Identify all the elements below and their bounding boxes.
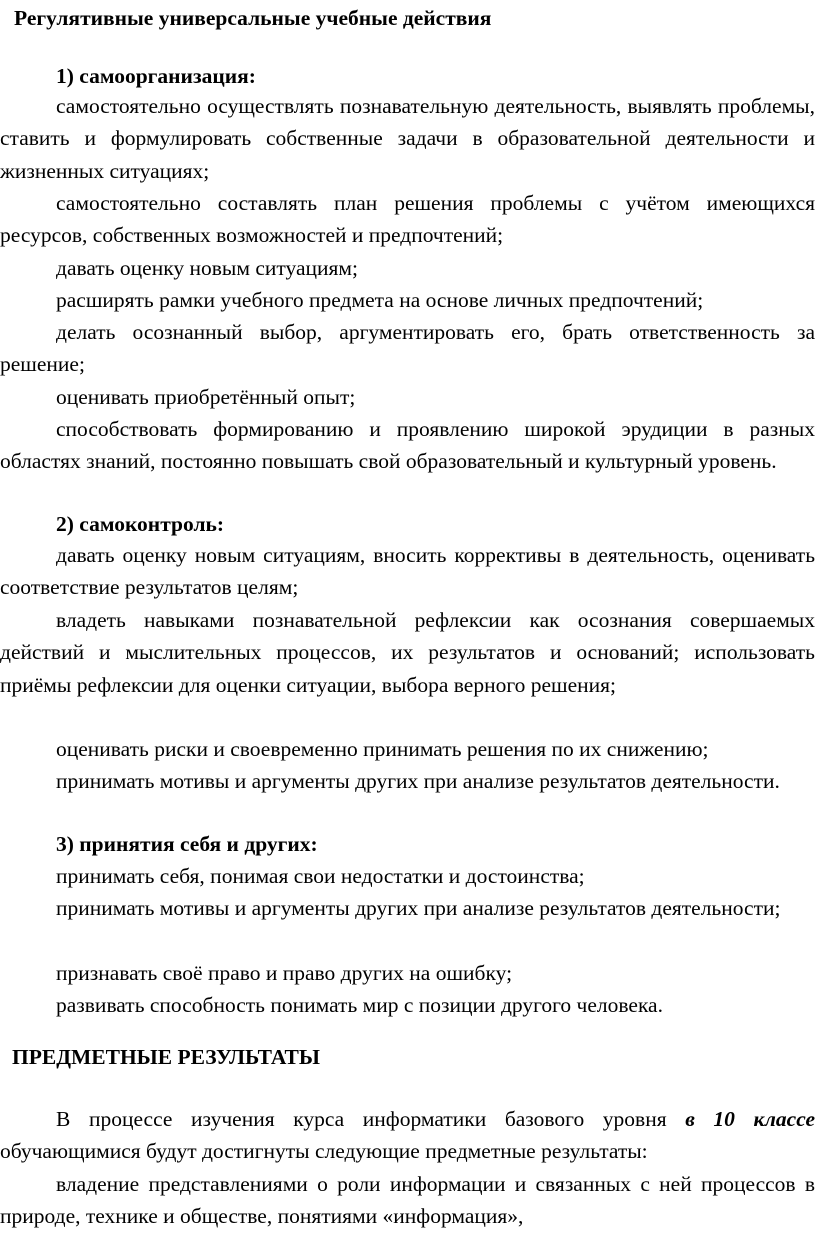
page-title: Регулятивные универсальные учебные действия [14, 6, 492, 30]
intro-emphasis: в 10 классе [685, 1107, 815, 1131]
list-item: делать осознанный выбор, аргументировать его, брать ответственность за решение; [0, 320, 815, 377]
section-title-self-control: 2) самоконтроль: [56, 512, 225, 536]
list-item: развивать способность понимать мир с позиции другого человека. [56, 993, 663, 1017]
section-title-self-organization: 1) самоорганизация: [56, 64, 256, 88]
list-item: самостоятельно осуществлять познавательную деятельность, выявлять проблемы, ставить и формулировать собственные задачи в образовательной деятельности и жизненных ситуациях; [0, 94, 815, 183]
list-item: расширять рамки учебного предмета на основе личных предпочтений; [56, 288, 704, 312]
list-item: принимать себя, понимая свои недостатки и достоинства; [56, 864, 585, 888]
list-item: принимать мотивы и аргументы других при анализе результатов деятельности; [56, 896, 781, 920]
list-item: оценивать риски и своевременно принимать решения по их снижению; [56, 737, 709, 761]
subject-results-title: ПРЕДМЕТНЫЕ РЕЗУЛЬТАТЫ [12, 1045, 320, 1069]
list-item: давать оценку новым ситуациям, вносить коррективы в деятельность, оценивать соответствие результатов целям; [0, 543, 815, 600]
section-title-acceptance: 3) принятия себя и других: [56, 832, 318, 856]
list-item: давать оценку новым ситуациям; [56, 256, 358, 280]
list-item: признавать своё право и право других на ошибку; [56, 961, 513, 985]
list-item: способствовать формированию и проявлению широкой эрудиции в разных областях знаний, постоянно повышать свой образовательный и культурный уровень. [0, 417, 815, 474]
intro-text: В процессе изучения курса информатики базового уровня [56, 1107, 686, 1131]
subject-results-intro [0, 1103, 815, 1168]
list-item: принимать мотивы и аргументы других при анализе результатов деятельности. [56, 769, 780, 793]
list-item: владение представлениями о роли информации и связанных с ней процессов в природе, технике и обществе, понятиями «информация», [0, 1172, 815, 1229]
intro-text-end: обучающимися будут достигнуты следующие предметные результаты: [0, 1139, 648, 1164]
list-item: оценивать приобретённый опыт; [56, 385, 356, 409]
list-item: владеть навыками познавательной рефлексии как осознания совершаемых действий и мыслительных процессов, их результатов и оснований; использовать приёмы рефлексии для оценки ситуации, выбора верного решения; [0, 608, 815, 697]
list-item: самостоятельно составлять план решения проблемы с учётом имеющихся ресурсов, собственных возможностей и предпочтений; [0, 191, 815, 248]
